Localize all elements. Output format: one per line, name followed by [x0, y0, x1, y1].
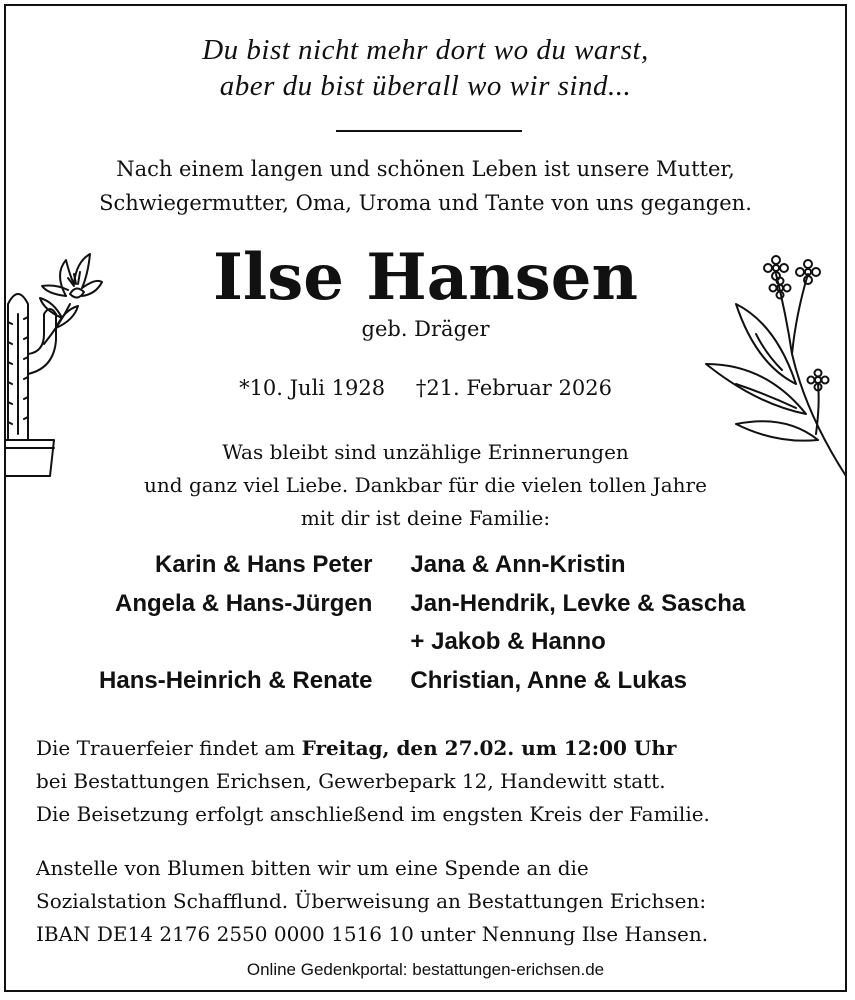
- family-row: [6, 585, 845, 624]
- funeral-line: bei Bestattungen Erichsen, Gewerbepark 12, Handewitt statt.: [36, 769, 666, 793]
- memory-line: und ganz viel Liebe. Dankbar für die vielen tollen Jahre: [144, 473, 707, 497]
- memory-line: Was bleibt sind unzählige Erinnerungen: [222, 440, 629, 464]
- intro-text: [6, 152, 845, 220]
- divider: [336, 130, 522, 132]
- funeral-line: [36, 732, 836, 765]
- funeral-line: Die Beisetzung erfolgt anschließend im engsten Kreis der Familie.: [36, 802, 710, 826]
- poem: [6, 32, 845, 104]
- life-dates: [6, 372, 845, 404]
- memorial-portal-link[interactable]: Online Gedenkportal: bestattungen-erichsen.de: [246, 960, 605, 979]
- poem-line: aber du bist überall wo wir sind...: [219, 70, 632, 102]
- intro-line: Schwiegermutter, Oma, Uroma und Tante von uns gegangen.: [99, 191, 752, 215]
- obituary-frame: [4, 4, 847, 992]
- family-right: + Jakob & Hanno: [410, 628, 606, 655]
- memory-text: [6, 436, 845, 535]
- funeral-date: Freitag, den 27.02. um 12:00 Uhr: [301, 736, 677, 760]
- deceased-name: Ilse Hansen: [212, 240, 639, 315]
- donation-line: Anstelle von Blumen bitten wir um eine Spende an die: [36, 856, 589, 880]
- death-date: †21. Februar 2026: [415, 376, 612, 400]
- family-left: Karin & Hans Peter: [155, 551, 373, 578]
- family-left: [6, 623, 372, 662]
- poem-line: Du bist nicht mehr dort wo du warst,: [202, 34, 649, 66]
- family-right: Christian, Anne & Lukas: [410, 666, 687, 694]
- funeral-info: [36, 732, 836, 831]
- donation-line: IBAN DE14 2176 2550 0000 1516 10 unter Nennung Ilse Hansen.: [36, 922, 709, 946]
- family-row: [6, 546, 845, 585]
- intro-line: Nach einem langen und schönen Leben ist unsere Mutter,: [116, 157, 735, 181]
- family-left: Hans-Heinrich & Renate: [99, 666, 373, 694]
- family-row: [6, 662, 845, 701]
- family-left: Angela & Hans-Jürgen: [115, 589, 373, 617]
- family-right: Jan-Hendrik, Levke & Sascha: [410, 589, 746, 617]
- memory-line: mit dir ist deine Familie:: [300, 506, 551, 530]
- donation-info: [36, 852, 836, 951]
- family-list: [6, 546, 845, 700]
- donation-line: Sozialstation Schafflund. Überweisung an Bestattungen Erichsen:: [36, 889, 707, 913]
- birth-date: *10. Juli 1928: [239, 376, 386, 400]
- maiden-name: geb. Dräger: [361, 317, 490, 341]
- family-right: Jana & Ann-Kristin: [410, 551, 626, 578]
- family-row: [6, 623, 845, 662]
- funeral-prefix: Die Trauerfeier findet am: [36, 736, 302, 760]
